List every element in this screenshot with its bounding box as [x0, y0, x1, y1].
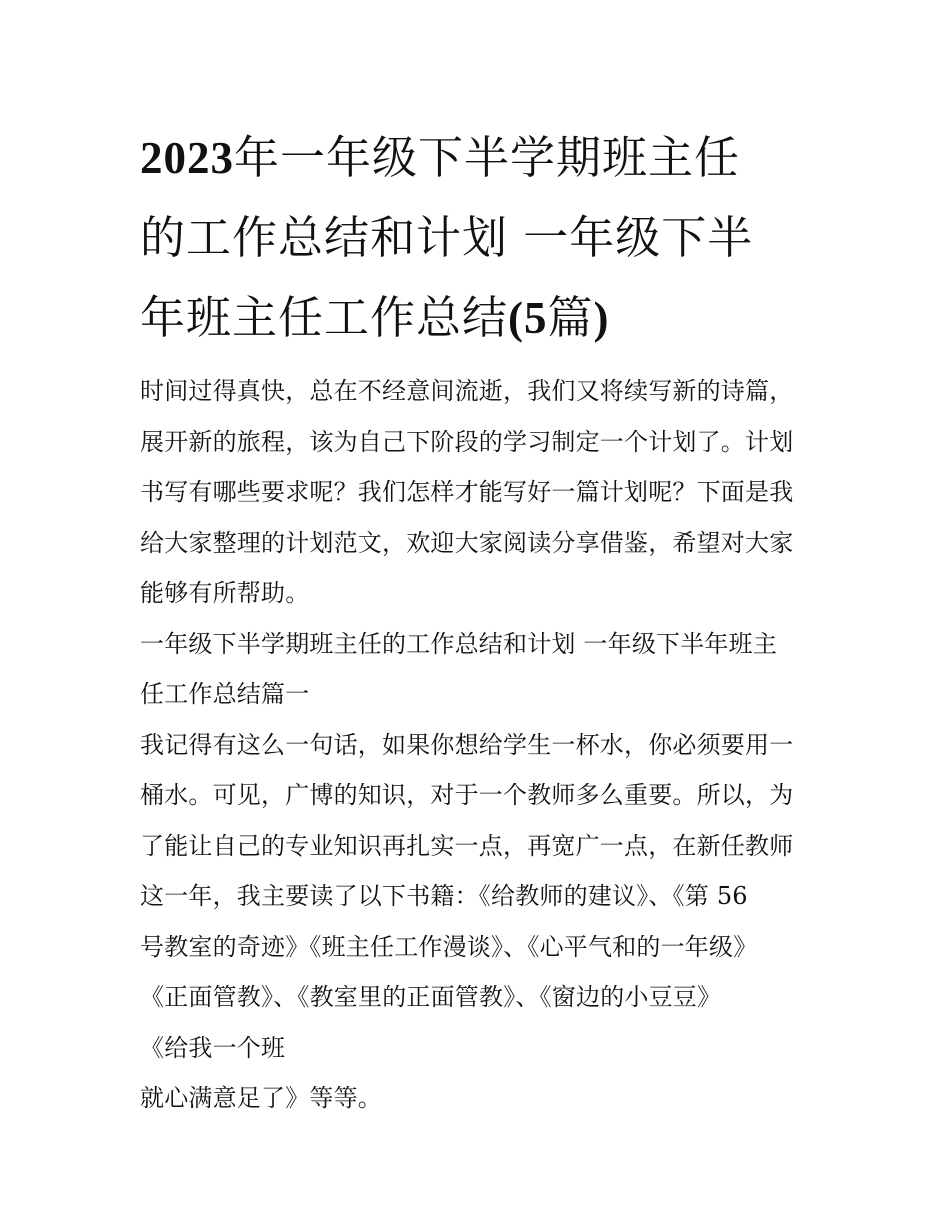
body-line: 展开新的旅程，该为自己下阶段的学习制定一个计划了。计划: [140, 427, 794, 456]
document-body: [140, 366, 820, 1124]
document-title: [140, 118, 820, 358]
title-line-2-text: 的工作总结和计划 一年级下半: [140, 211, 754, 264]
body-line: 能够有所帮助。: [140, 579, 310, 607]
title-close-paren: ): [593, 293, 610, 343]
body-line: 就心满意足了》等等。: [140, 1084, 382, 1112]
body-line: 这一年，我主要读了以下书籍：《给教师的建议》、《第 56: [140, 882, 748, 910]
body-line: 《给我一个班: [140, 1033, 286, 1062]
body-line: 给大家整理的计划范文，欢迎大家阅读分享借鉴，希望对大家: [140, 528, 794, 557]
title-count: (5: [508, 293, 548, 343]
body-line: 号教室的奇迹》《班主任工作漫谈》、《心平气和的一年级》: [140, 932, 758, 961]
section-heading-line: 任工作总结篇一: [140, 680, 310, 708]
body-line: 桶水。可见，广博的知识，对于一个教师多么重要。所以，为: [140, 781, 794, 809]
body-line: 时间过得真快，总在不经意间流逝，我们又将续写新的诗篇，: [140, 377, 794, 405]
title-line-1: [140, 118, 820, 198]
document-page: [140, 118, 820, 1124]
title-line-1-text: 年一年级下半学期班主任: [234, 131, 741, 184]
title-count-unit: 篇: [547, 291, 594, 344]
body-line: 书写有哪些要求呢？我们怎样才能写好一篇计划呢？下面是我: [140, 478, 794, 506]
title-line-2: [140, 198, 820, 278]
body-line: 我记得有这么一句话，如果你想给学生一杯水，你必须要用一: [140, 730, 794, 759]
title-line-3-text: 年班主任工作总结: [140, 291, 509, 344]
title-year: 2023: [140, 133, 234, 183]
section-heading-line: 一年级下半学期班主任的工作总结和计划 一年级下半年班主: [140, 629, 778, 658]
body-line: 《正面管教》、《教室里的正面管教》、《窗边的小豆豆》: [140, 983, 722, 1011]
body-line: 了能让自己的专业知识再扎实一点，再宽广一点，在新任教师: [140, 831, 794, 860]
title-line-3: [140, 278, 820, 358]
